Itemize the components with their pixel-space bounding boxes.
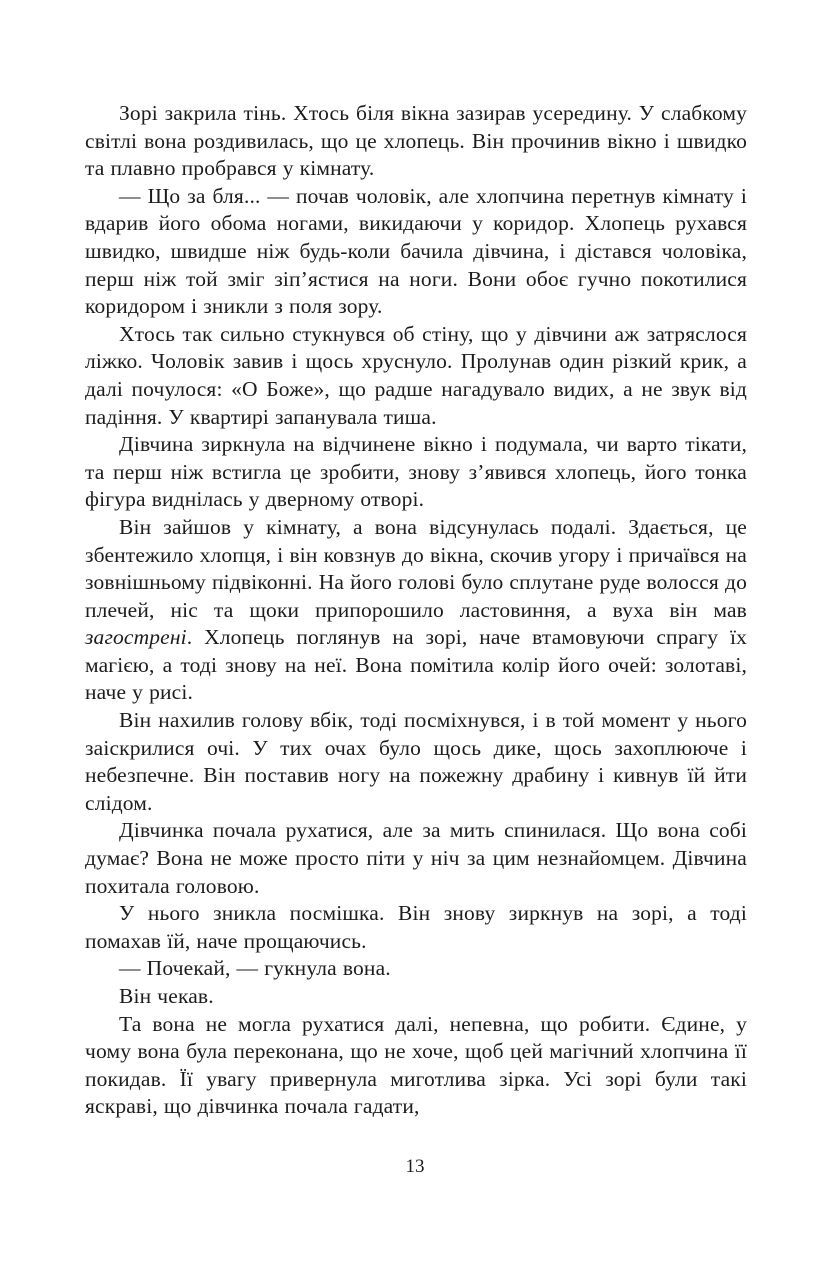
paragraph: Він нахилив голову вбік, тоді посміхнувся, і в той момент у нього заіскрилися очі. У тих очах було щось дике, щось захоплююче і небезпечне. Він поставив ногу на пожежну драбину і кивнув їй йти слідом. [85, 708, 747, 815]
paragraph-text: . Хлопець поглянув на зорі, наче втамовуючи спрагу їх магією, а тоді знову на неї. Вона помітила колір його очей: золотаві, наче у рисі. [85, 625, 747, 705]
paragraph: Він чекав. [119, 984, 214, 1008]
paragraph [85, 514, 747, 707]
paragraph: Хтось так сильно стукнувся об стіну, що у дівчини аж затряслося ліжко. Чоловік завив і щось хруснуло. Пролунав один різкий крик, а далі почулося: «О Боже», що радше нагадувало видих, а не звук від падіння. У квартирі запанувала тиша. [85, 321, 747, 429]
body-text [85, 100, 747, 1121]
page-number: 13 [405, 1156, 425, 1177]
paragraph: Та вона не могла рухатися далі, непевна, що робити. Єдине, у чому вона була переконана, що не хоче, щоб цей магічний хлопчина її покидав. Її увагу привернула миготлива зірка. Усі зорі були такі яскраві, що дівчинка почала гадати, [85, 1011, 747, 1119]
paragraph: — Почекай, — гукнула вона. [119, 956, 391, 981]
paragraph: Дівчинка почала рухатися, але за мить спинилася. Що вона собі думає? Вона не може просто піти у ніч за цим незнайомцем. Дівчина похитала головою. [85, 818, 747, 898]
paragraph: У нього зникла посмішка. Він знову зиркнув на зорі, а тоді помахав їй, наче прощаючись. [85, 901, 747, 953]
paragraph-text: Він зайшов у кімнату, а вона відсунулась подалі. Здається, це збентежило хлопця, і він ковзнув до вікна, скочив угору і причаївся на зовнішньому підвіконні. На його голові було сплутане руде волосся до плечей, ніс та щоки припорошило ластовиння, а вуха він мав [85, 514, 747, 622]
paragraph: Дівчина зиркнула на відчинене вікно і подумала, чи варто тікати, та перш ніж встигла це зробити, знову з’явився хлопець, його тонка фігура виднілась у дверному отворі. [85, 432, 747, 512]
italic-word: загострені [85, 625, 187, 650]
paragraph: Зорі закрила тінь. Хтось біля вікна зазирав усередину. У слабкому світлі вона роздивилась, що це хлопець. Він прочинив вікно і швидко та плавно пробрався у кімнату. [85, 101, 747, 181]
paragraph: — Що за бля... — почав чоловік, але хлопчина перетнув кімнату і вдарив його обома ногами, викидаючи у коридор. Хлопець рухався швидко, швидше ніж будь-коли бачила дівчина, і дістався чоловіка, перш ніж той зміг зіп’ястися на ноги. Вони обоє гучно покотилися коридором і зникли з поля зору. [85, 183, 747, 319]
